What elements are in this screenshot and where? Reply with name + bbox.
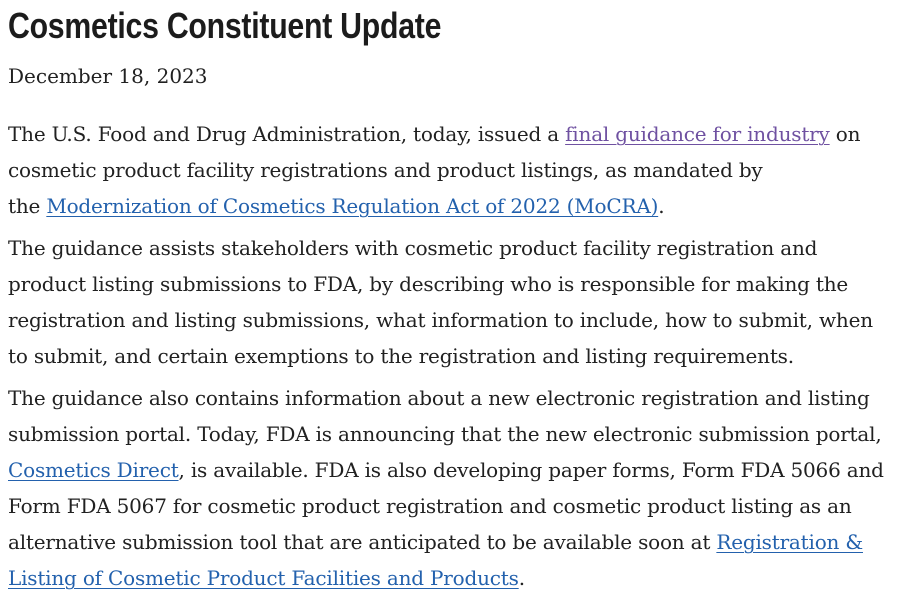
cosmetics-direct-link[interactable]: Cosmetics Direct bbox=[8, 458, 179, 482]
registration-listing-link[interactable]: Registration & Listing of Cosmetic Product Facilities and Products bbox=[8, 530, 863, 590]
paragraph bbox=[8, 116, 894, 224]
mocra-link[interactable]: Modernization of Cosmetics Regulation Act of 2022 (MoCRA) bbox=[46, 194, 659, 218]
text-run: . bbox=[658, 194, 665, 218]
text-run: on cosmetic product facility registrations and product listings, as mandated by the bbox=[8, 122, 861, 218]
article-body bbox=[8, 116, 894, 596]
page-title-text: Cosmetics Constituent Update bbox=[8, 5, 442, 46]
text-run: , is available. FDA is also developing paper forms, Form FDA 5066 and Form FDA 5067 for cosmetic product registration and cosmetic product listing as an alternative submission tool that are anticipated to be available soon at bbox=[8, 458, 884, 554]
text-run: The guidance also contains information about a new electronic registration and listing submission portal. Today, FDA is announcing that the new electronic submission portal, bbox=[8, 386, 882, 446]
final-guidance-link[interactable]: final guidance for industry bbox=[565, 122, 830, 146]
text-run: The guidance assists stakeholders with cosmetic product facility registration and product listing submissions to FDA, by describing who is responsible for making the registration and listing submissions, what information to include, how to submit, when to submit, and certain exemptions to the registration and listing requirements. bbox=[8, 236, 873, 368]
article-date: December 18, 2023 bbox=[8, 64, 208, 88]
text-run: . bbox=[518, 566, 525, 590]
text-run: The U.S. Food and Drug Administration, today, issued a bbox=[8, 122, 566, 146]
paragraph bbox=[8, 380, 894, 596]
paragraph bbox=[8, 230, 894, 374]
page-title bbox=[8, 4, 894, 48]
